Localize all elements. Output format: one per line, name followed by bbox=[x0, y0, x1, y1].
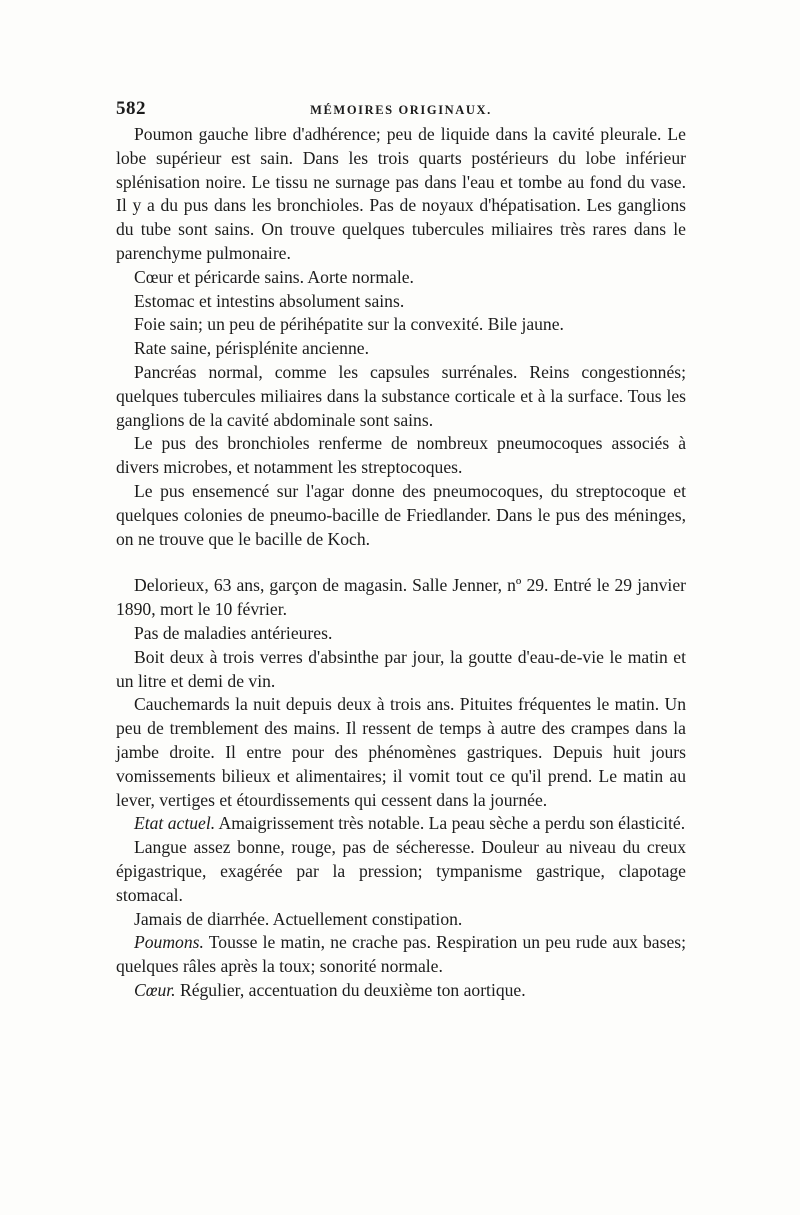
page-number: 582 bbox=[116, 98, 146, 119]
paragraph-text: Delorieux, 63 ans, garçon de magasin. Salle Jenner, nº 29. Entré le 29 janvier 1890, mort le 10 février. bbox=[116, 575, 686, 620]
paragraph-text: Régulier, accentuation du deuxième ton aortique. bbox=[175, 979, 526, 1000]
body-text bbox=[116, 123, 686, 1003]
paragraph-lead: Etat actuel. bbox=[134, 813, 216, 834]
paragraph bbox=[116, 266, 686, 290]
paragraph-text: Boit deux à trois verres d'absinthe par jour, la goutte d'eau-de-vie le matin et un litre et demi de vin. bbox=[116, 646, 686, 691]
paragraph bbox=[116, 290, 686, 314]
running-title: MÉMOIRES ORIGINAUX. bbox=[310, 103, 492, 117]
paragraph-text: Tousse le matin, ne crache pas. Respiration un peu rude aux bases; quelques râles après la toux; sonorité normale. bbox=[116, 932, 686, 977]
paragraph-text: Langue assez bonne, rouge, pas de sécheresse. Douleur au niveau du creux épigastrique, exagérée par la pression; tympanisme gastrique, clapotage stomacal. bbox=[116, 837, 686, 905]
paragraph-text: Foie sain; un peu de périhépatite sur la convexité. Bile jaune. bbox=[134, 314, 564, 335]
paragraph bbox=[116, 931, 686, 979]
paragraph bbox=[116, 313, 686, 337]
paragraph bbox=[116, 646, 686, 694]
paragraph bbox=[116, 979, 686, 1003]
paragraph bbox=[116, 812, 686, 836]
paragraph-text: Amaigrissement très notable. La peau sèche a perdu son élasticité. bbox=[215, 813, 686, 834]
paragraph-lead: Cœur. bbox=[134, 979, 176, 1000]
paragraph-text: Poumon gauche libre d'adhérence; peu de liquide dans la cavité pleurale. Le lobe supérieur est sain. Dans les trois quarts postérieurs du lobe inférieur splénisation noire. Le tissu ne surnage pas dans l'eau et tombe au fond du vase. Il y a du pus dans les bronchioles. Pas de noyaux d'hépatisation. Les ganglions du tube sont sains. On trouve quelques tubercules miliaires très rares dans le parenchyme pulmonaire. bbox=[116, 124, 686, 263]
paragraph bbox=[116, 480, 686, 551]
paragraph bbox=[116, 432, 686, 480]
paragraph-text: Cauchemards la nuit depuis deux à trois ans. Pituites fréquentes le matin. Un peu de tremblement des mains. Il ressent de temps à autre des crampes dans la jambe droite. Il entre pour des phénomènes gastriques. Depuis huit jours vomissements bilieux et alimentaires; il vomit tout ce qu'il prend. Le matin au lever, vertiges et étourdissements qui cessent dans la journée. bbox=[116, 694, 686, 810]
paragraph-text: Pancréas normal, comme les capsules surrénales. Reins congestionnés; quelques tubercules miliaires dans la substance corticale et à la surface. Tous les ganglions de la cavité abdominale sont sains. bbox=[116, 361, 686, 430]
paragraph bbox=[116, 693, 686, 812]
paragraph-text: Estomac et intestins absolument sains. bbox=[134, 290, 405, 311]
paragraph-text: Jamais de diarrhée. Actuellement constipation. bbox=[134, 908, 463, 929]
paragraph-text: Cœur et péricarde sains. Aorte normale. bbox=[134, 266, 414, 287]
paragraph-lead: Poumons. bbox=[134, 932, 204, 953]
paragraph bbox=[116, 622, 686, 646]
paragraph bbox=[116, 574, 686, 622]
paragraph-text: Le pus des bronchioles renferme de nombreux pneumocoques associés à divers microbes, et notamment les streptocoques. bbox=[116, 433, 686, 478]
paragraph bbox=[116, 337, 686, 361]
paragraph-text: Pas de maladies antérieures. bbox=[134, 622, 333, 643]
paragraph bbox=[116, 908, 686, 932]
paragraph bbox=[116, 361, 686, 432]
paragraph bbox=[116, 836, 686, 907]
paragraph bbox=[116, 123, 686, 266]
paragraph-text: Rate saine, périsplénite ancienne. bbox=[134, 338, 369, 359]
paragraph-text: Le pus ensemencé sur l'agar donne des pneumocoques, du streptocoque et quelques colonies de pneumo-bacille de Friedlander. Dans le pus des méninges, on ne trouve que le bacille de Koch. bbox=[116, 480, 686, 549]
